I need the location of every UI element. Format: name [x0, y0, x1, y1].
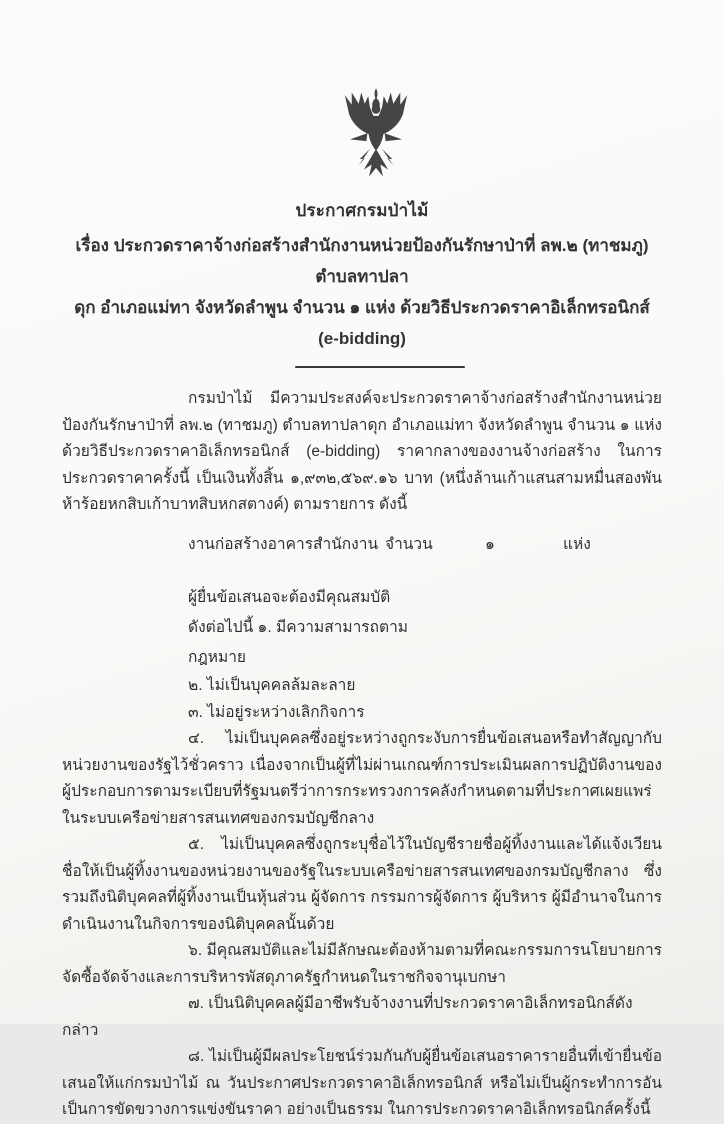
qualification-intro-line-2: ดังต่อไปนี้ ๑. มีความสามารถตาม	[188, 619, 408, 636]
work-item-row	[62, 532, 662, 559]
subject-line-2: ดุก อำเภอแม่ทา จังหวัดลำพูน จำนวน ๑ แห่ง ด้วยวิธีประกวดราคาอิเล็กทรอนิกส์ (e-bidding)	[74, 298, 650, 348]
qualification-item-4: ๔. ไม่เป็นบุคคลซึ่งอยู่ระหว่างถูกระงับการยื่นข้อเสนอหรือทำสัญญากับหน่วยงานของรัฐไว้ชั่วคราว เนื่องจากเป็นผู้ที่ไม่ผ่านเกณฑ์การประเมินผลการปฏิบัติงานของผู้ประกอบการตามระเบียบที่รัฐมนตรีว่าการกระทรวงการคลังกำหนดตามที่ประกาศเผยแพร่ในระบบเครือข่ายสารสนเทศของกรมบัญชีกลาง	[62, 730, 662, 827]
subject-line-1: เรื่อง ประกวดราคาจ้างก่อสร้างสำนักงานหน่วยป้องกันรักษาป่าที่ ลพ.๒ (ทาชมภู) ตำบลทาปลา	[75, 236, 649, 286]
quantity-value: ๑	[485, 535, 495, 553]
page-title: ประกาศกรมป่าไม้	[295, 201, 429, 220]
intro-paragraph: กรมป่าไม้ มีความประสงค์จะประกวดราคาจ้างก่อสร้างสำนักงานหน่วยป้องกันรักษาป่าที่ ลพ.๒ (ทาชมภู) ตำบลทาปลาดุก อำเภอแม่ทา จังหวัดลำพูน จำนวน ๑ แห่ง ด้วยวิธีประกวดราคาอิเล็กทรอนิกส์ (e-bidding) ราคากลางของงานจ้างก่อสร้าง ในการประกวดราคาครั้งนี้ เป็นเงินทั้งสิ้น ๑,๙๓๒,๕๖๙.๑๖ บาท (หนึ่งล้านเก้าแสนสามหมื่นสองพันห้าร้อยหกสิบเก้าบาทสิบหกสตางค์) ตามรายการ ดังนี้	[62, 390, 662, 513]
qualification-item-6: ๖. มีคุณสมบัติและไม่มีลักษณะต้องห้ามตามที่คณะกรรมการนโยบายการจัดซื้อจัดจ้างและการบริหารพัสดุภาครัฐกำหนดในราชกิจจานุเบกษา	[62, 942, 662, 986]
qualification-item-2: ๒. ไม่เป็นบุคคลล้มละลาย	[188, 677, 356, 694]
garuda-emblem	[324, 84, 428, 191]
qualification-intro	[62, 583, 662, 673]
qualification-item-7: ๗. เป็นนิติบุคคลผู้มีอาชีพรับจ้างงานที่ประกวดราคาอิเล็กทรอนิกส์ดังกล่าว	[62, 995, 633, 1039]
document-subject	[62, 230, 662, 354]
qualification-item-8: ๘. ไม่เป็นผู้มีผลประโยชน์ร่วมกันกับผู้ยื่นข้อเสนอราคารายอื่นที่เข้ายื่นข้อเสนอให้แก่กรมป่าไม้ ณ วันประกาศประกวดราคาอิเล็กทรอนิกส์ หรือไม่เป็นผู้กระทำการอันเป็นการขัดขวางการแข่งขันราคา อย่างเป็นธรรม ในการประกวดราคาอิเล็กทรอนิกส์ครั้งนี้	[62, 1048, 662, 1118]
qualification-intro-line-1: ผู้ยื่นข้อเสนอจะต้องมีคุณสมบัติ	[188, 589, 391, 606]
unit-label: แห่ง	[563, 535, 591, 553]
work-item-name: งานก่อสร้างอาคารสำนักงาน	[188, 535, 379, 553]
header-divider-rule	[295, 366, 465, 368]
quantity-label: จำนวน	[385, 535, 433, 553]
qualification-intro-line-3: กฎหมาย	[188, 649, 247, 666]
qualification-item-5: ๕. ไม่เป็นบุคคลซึ่งถูกระบุชื่อไว้ในบัญชีรายชื่อผู้ทิ้งงานและได้แจ้งเวียนชื่อให้เป็นผู้ทิ้งงานของหน่วยงานของรัฐในระบบเครือข่ายสารสนเทศของกรมบัญชีกลาง ซึ่งรวมถึงนิติบุคคลที่ผู้ทิ้งงานเป็นหุ้นส่วน ผู้จัดการ กรรมการผู้จัดการ ผู้บริหาร ผู้มีอำนาจในการดำเนินงานในกิจการของนิติบุคคลนั้นด้วย	[62, 836, 662, 933]
document-header	[62, 0, 662, 368]
document-body	[62, 386, 662, 1124]
qualification-item-3: ๓. ไม่อยู่ระหว่างเลิกกิจการ	[188, 703, 365, 721]
